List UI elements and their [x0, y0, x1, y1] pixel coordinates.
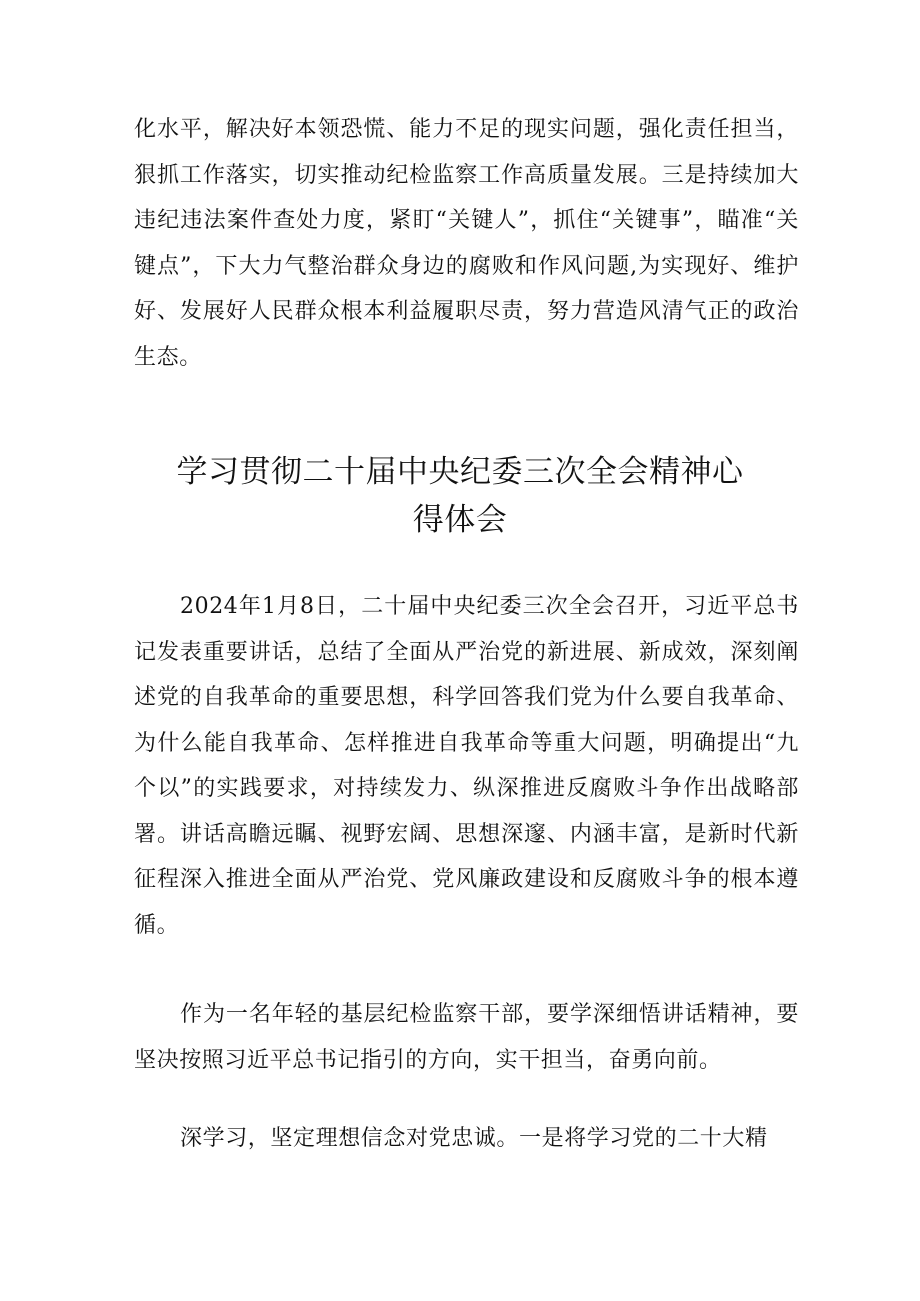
article-title-line-2: 得体会 — [412, 502, 508, 538]
article-title — [110, 448, 810, 544]
body-paragraph-3: 深学习，坚定理想信念对党忠诚。一是将学习党的二十大精 — [180, 1126, 768, 1151]
body-paragraph-1: 2024年1月8日，二十届中央纪委三次全会召开，习近平总书记发表重要讲话，总结了全面从严治党的新进展、新成效，深刻阐述党的自我革命的重要思想，科学回答我们党为什么要自我革命、为什么能自我革命、怎样推进自我革命等重大问题，明确提出“九个以”的实践要求，对持续发力、纵深推进反腐败斗争作出战略部署。讲话高瞻远瞩、视野宏阔、思想深邃、内涵丰富，是新时代新征程深入推进全面从严治党、党风廉政建设和反腐败斗争的根本遵循。 — [134, 594, 799, 938]
article-title-line-1: 学习贯彻二十届中央纪委三次全会精神心 — [176, 454, 744, 490]
body-paragraph-2: 作为一名年轻的基层纪检监察干部，要学深细悟讲话精神，要坚决按照习近平总书记指引的方向，实干担当，奋勇向前。 — [134, 1002, 799, 1073]
continuation-paragraph: 化水平，解决好本领恐慌、能力不足的现实问题，强化责任担当，狠抓工作落实，切实推动纪检监察工作高质量发展。三是持续加大违纪违法案件查处力度，紧盯“关键人”，抓住“关键事”，瞄准“关键点”，下大力气整治群众身边的腐败和作风问题,为实现好、维护好、发展好人民群众根本利益履职尽责，努力营造风清气正的政治生态。 — [134, 117, 799, 370]
